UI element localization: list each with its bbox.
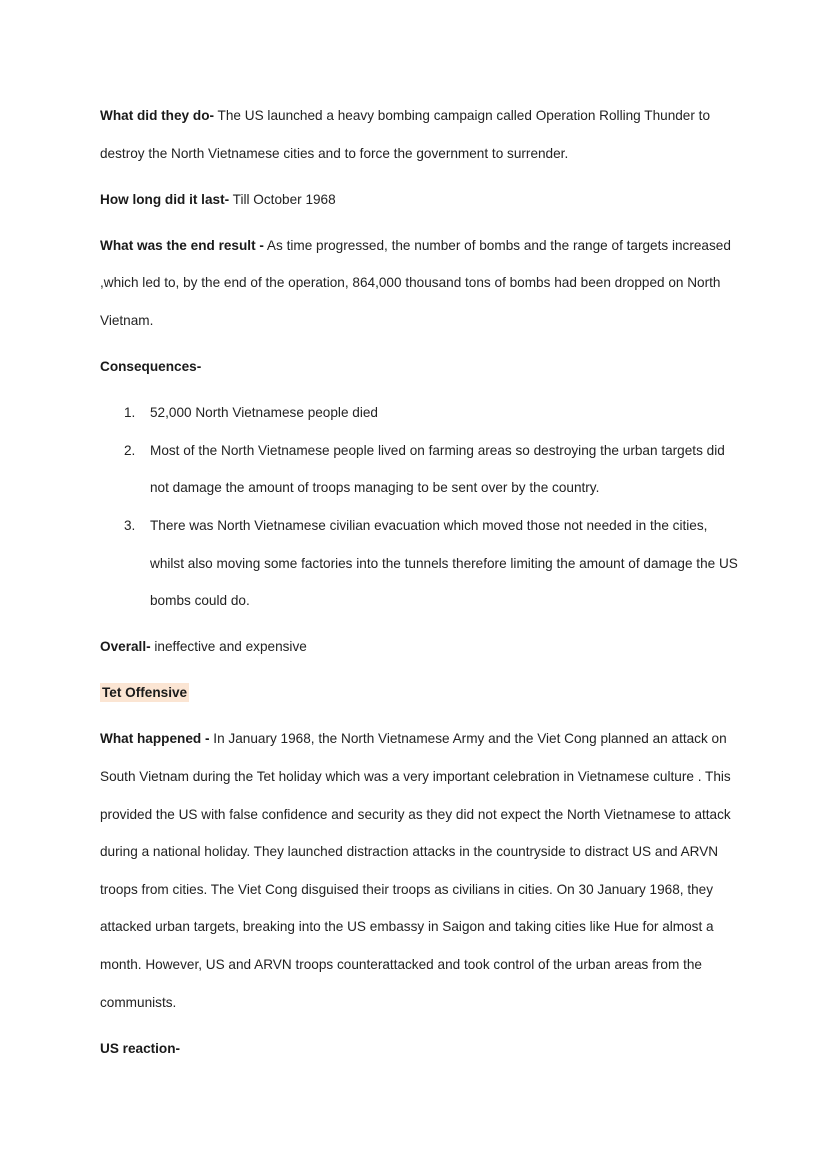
paragraph-us-reaction <box>100 1030 740 1068</box>
paragraph-what-did-they-do <box>100 97 740 172</box>
label-how-long: How long did it last- <box>100 191 230 207</box>
text-what-did-they-do: The US launched a heavy bombing campaign called Operation Rolling Thunder to destroy the North Vietnamese cities and to force the government to surrender. <box>100 108 711 161</box>
list-item <box>100 432 740 507</box>
document-body <box>100 97 740 1076</box>
paragraph-overall <box>100 628 740 666</box>
label-us-reaction: US reaction- <box>100 1040 181 1056</box>
list-item-text: Most of the North Vietnamese people lived on farming areas so destroying the urban targets did not damage the amount of troops managing to be sent over by the country. <box>150 442 725 496</box>
list-item <box>100 394 740 432</box>
list-item-text: There was North Vietnamese civilian evacuation which moved those not needed in the cities, whilst also moving some factories into the tunnels therefore limiting the amount of damage the US bombs could do. <box>150 517 738 609</box>
list-item-number: 3. <box>124 517 136 533</box>
label-what-did-they-do: What did they do- <box>100 108 215 123</box>
heading-tet-offensive <box>100 674 740 712</box>
paragraph-how-long <box>100 181 740 219</box>
label-what-happened: What happened - <box>100 731 210 747</box>
consequences-list <box>100 394 740 620</box>
list-item-text: 52,000 North Vietnamese people died <box>150 405 378 421</box>
paragraph-consequences <box>100 348 740 386</box>
text-end-result: As time progressed, the number of bombs and the range of targets increased ,which led to, by the end of the operation, 864,000 thousand tons of bombs had been dropped on North Vietnam. <box>100 237 731 328</box>
paragraph-what-happened <box>100 720 740 1021</box>
list-item-number: 1. <box>124 405 136 421</box>
label-end-result: What was the end result - <box>100 237 264 253</box>
list-item-number: 2. <box>124 442 136 458</box>
highlighted-heading: Tet Offensive <box>102 685 188 701</box>
list-item <box>100 507 740 620</box>
label-overall: Overall- <box>100 639 151 655</box>
label-consequences: Consequences- <box>100 359 202 375</box>
text-overall: ineffective and expensive <box>150 639 307 655</box>
text-what-happened: In January 1968, the North Vietnamese Army and the Viet Cong planned an attack on South Vietnam during the Tet holiday which was a very important celebration in Vietnamese culture . This provided the US with false confidence and security as they did not expect the North Vietnamese to attack during a national holiday. They launched distraction attacks in the countryside to distract US and ARVN troops from cities. The Viet Cong disguised their troops as civilians in cities. On 30 January 1968, they attacked urban targets, breaking into the US embassy in Saigon and taking cities like Hue for almost a month. However, US and ARVN troops counterattacked and took control of the urban areas from the communists. <box>100 731 731 1010</box>
paragraph-end-result <box>100 227 740 340</box>
text-how-long: Till October 1968 <box>229 191 336 207</box>
